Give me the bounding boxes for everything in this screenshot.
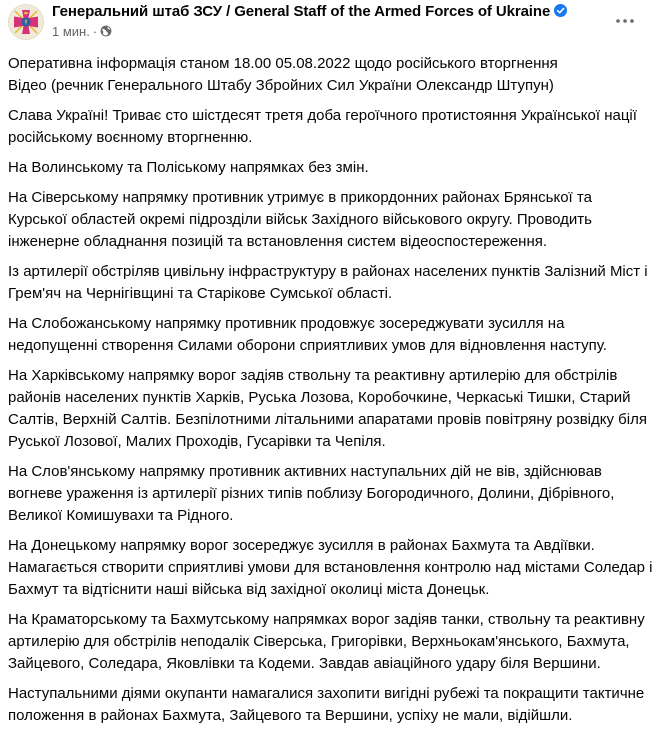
text-line: Оперативна інформація станом 18.00 05.08.2022 щодо російського вторгнення [8,55,558,72]
post-timestamp[interactable]: 1 мин. [52,24,90,39]
text-line: положення в районах Бахмута, Зайцевого та Вершини, успіху не мали, відійшли. [8,707,573,724]
text-line: Великої Комишувахи та Рідного. [8,507,234,524]
post-paragraph [8,187,648,253]
text-line: На Волинському та Поліському напрямках без змін. [8,159,369,176]
page-name-text: Генеральний штаб ЗСУ / General Staff of the Armed Forces of Ukraine [52,3,551,20]
post-paragraph [8,535,653,601]
post-meta [52,24,112,39]
post-paragraph [8,157,648,179]
post-text [8,53,653,735]
post-paragraph [8,313,648,357]
more-options-button[interactable] [614,13,636,29]
text-line: Із артилерії обстріляв цивільну інфраструктуру в районах населених пунктів Залізний Міст і [8,263,648,280]
verified-badge-icon [554,4,567,17]
text-line: Наступальними діями окупанти намагалися захопити вигідні рубежі та покращити тактичне [8,685,645,702]
text-line: артилерію для обстрілів неподалік Сіверська, Григорівки, Верхньокам'янського, Бахмута, [8,633,630,650]
text-line: районів населених пунктів Харків, Руська Лозова, Коробочкине, Черкаські Тишки, Старий [8,389,631,406]
meta-separator: · [92,24,98,39]
text-line: Бахмут та відтіснити наші війська від західної околиці міста Донецьк. [8,581,490,598]
text-line: недопущенні створення Силами оборони сприятливих умов для відновлення наступу. [8,337,607,354]
text-line: На Сіверському напрямку противник утримує в прикордонних районах Брянської та [8,189,592,206]
post-paragraph-title [8,53,648,97]
text-line: інженерне обладнання позицій та встановлення систем відеоспостереження. [8,233,548,250]
post-header [0,0,656,44]
text-line: російському воєнному вторгненню. [8,129,253,146]
page-avatar[interactable] [8,4,44,40]
text-line: На Слобожанському напрямку противник продовжує зосереджувати зусилля на [8,315,565,332]
more-options-icon [614,13,636,29]
text-line: На Слов'янському напрямку противник активних наступальних дій не вів, здійснював [8,463,602,480]
text-line: Салтів, Верхній Салтів. Безпілотними літальними апаратами провів повітряну розвідку біля [8,411,647,428]
post-paragraph [8,261,648,305]
text-line: На Краматорському та Бахмутському напрямках ворог задіяв танки, ствольну та реактивну [8,611,645,628]
post-paragraph [8,461,648,527]
text-line: Слава Україні! Триває сто шістдесят третя доба героїчного протистояння Української нації [8,107,637,124]
armed-forces-emblem-icon [9,5,43,39]
page-name-link[interactable] [52,3,567,20]
text-line: На Харківському напрямку ворог задіяв ствольну та реактивну артилерію для обстрілів [8,367,618,384]
post-paragraph [8,683,648,727]
text-line: вогневе ураження із артилерії різних типів поблизу Богородичного, Долини, Дібрівного, [8,485,615,502]
text-line: На Донецькому напрямку ворог зосереджує зусилля в районах Бахмута та Авдіївки. [8,537,595,554]
text-line: Відео (речник Генерального Штабу Збройних Сил України Олександр Штупун) [8,77,554,94]
text-line: Зайцевого, Соледара, Яковлівки та Кодеми. Завдав авіаційного удару біля Вершини. [8,655,601,672]
text-line: Руської Лозової, Малих Проходів, Гусарівки та Чепіля. [8,433,386,450]
text-line: Намагається створити сприятливі умови для встановлення контролю над містами Соледар і [8,559,653,576]
post-paragraph [8,105,648,149]
post-paragraph [8,365,648,453]
text-line: Курської областей окремі підрозділи військ Західного військового округу. Проводить [8,211,592,228]
globe-icon[interactable] [100,25,112,37]
text-line: Грем'яч на Чернігівщині та Старікове Сумської області. [8,285,393,302]
post-paragraph [8,609,648,675]
